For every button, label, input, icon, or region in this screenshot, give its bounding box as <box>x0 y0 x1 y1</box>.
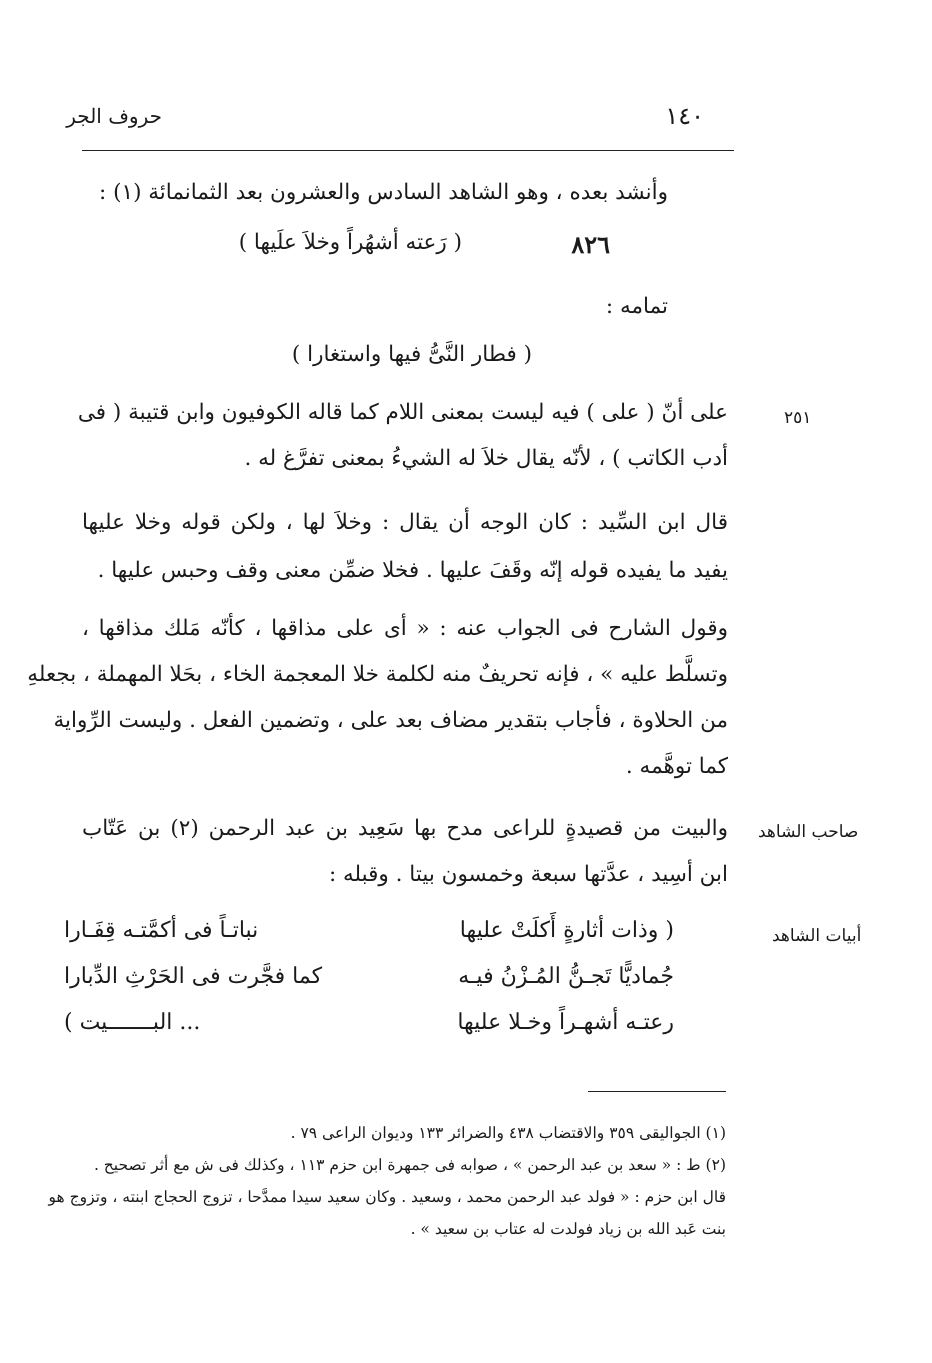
footnote-2-continued: قال ابن حزم : « فولد عبد الرحمن محمد ، وسعيد . وكان سعيد سيدا ممدَّحا ، تزوج الحجاج ابنته ، وتزوج هو <box>48 1188 726 1206</box>
verse-first-hemistich: ( وذات أثارةٍ أَكلَتْ عليها <box>459 918 674 943</box>
verse-second-hemistich: نباتـاً فى أكمَّتـه قِفَـارا <box>64 918 259 943</box>
verse-number: ٨٢٦ <box>571 230 610 259</box>
completion-label: تمامه : <box>605 294 668 319</box>
header-rule <box>82 150 734 151</box>
margin-poet-label: صاحب الشاهد <box>758 822 859 842</box>
page-number: ١٤٠ <box>665 102 704 130</box>
paragraph-1-line-1: على أنّ ( على ) فيه ليست بمعنى اللام كما قاله الكوفيون وابن قتيبة ( فى <box>77 400 728 425</box>
paragraph-4-line-2: ابن أسِيد ، عدَّتها سبعة وخمسون بيتا . وقبله : <box>328 862 728 887</box>
verse-first-hemistich: رعتـه أشهـراً وخـلا عليها <box>457 1010 674 1035</box>
footnote-2-continued: بنت عَبد الله بن زياد فولدت له عتاب بن سعيد » . <box>410 1220 726 1238</box>
verse-second-hemistich: ... البـــــــيت ) <box>64 1010 201 1035</box>
paragraph-1-line-2: أدب الكاتب ) ، لأنّه يقال خلاَ له الشيءُ بمعنى تفرَّغ له . <box>244 446 728 471</box>
verse-fragment: ( رَعته أشهُراً وخلاَ علَيها ) <box>238 230 462 255</box>
margin-ref-251: ٢٥١ <box>784 408 812 428</box>
intro-line: وأنشد بعده ، وهو الشاهد السادس والعشرون بعد الثمانمائة (١) : <box>99 180 668 205</box>
running-title: حروف الجر <box>66 104 162 128</box>
paragraph-3-line-2: وتسلَّط عليه » ، فإنه تحريفٌ منه لكلمة خلا المعجمة الخاء ، بحَلا المهملة ، بجعلهِ <box>27 662 728 687</box>
margin-verses-label: أبيات الشاهد <box>772 926 862 946</box>
verse-first-hemistich: جُماديًّا تَجـنُّ المُـزْنُ فيـه <box>458 964 674 989</box>
footnote-2: (٢) ط : « سعد بن عبد الرحمن » ، صوابه فى جمهرة ابن حزم ١١٣ ، وكذلك فى ش مع أثر تصحيح . <box>93 1156 726 1174</box>
footnote-1: (١) الجواليقى ٣٥٩ والاقتضاب ٤٣٨ والضرائر ١٣٣ وديوان الراعى ٧٩ . <box>290 1124 726 1142</box>
footnote-rule <box>588 1091 726 1092</box>
paragraph-3-line-4: كما توهَّمه . <box>625 754 728 779</box>
verse-second-hemistich: كما فجَّرت فى الحَرْثِ الدِّبارا <box>64 964 323 989</box>
paragraph-4-line-1: والبيت من قصيدةٍ للراعى مدح بها سَعِيد بن عبد الرحمن (٢) بن عَتّاب <box>82 816 729 841</box>
verse-completion: ( فطار النَّیُّ فيها واستغارا ) <box>291 342 532 367</box>
paragraph-3-line-1: وقول الشارح فى الجواب عنه : « أى على مذاقها ، كأنّه مَلك مذاقها ، <box>82 616 728 641</box>
paragraph-3-line-3: من الحلاوة ، فأجاب بتقدير مضاف بعد على ، وتضمين الفعل . وليست الرِّواية <box>53 708 728 733</box>
paragraph-2-line-1: قال ابن السِّيد : كان الوجه أن يقال : وخلاَ لها ، ولكن قوله وخلا عليها <box>82 510 728 535</box>
paragraph-2-line-2: يفيد ما يفيده قوله إنّه وقَفَ عليها . فخلا ضمِّن معنى وقف وحبس عليها . <box>97 558 728 583</box>
